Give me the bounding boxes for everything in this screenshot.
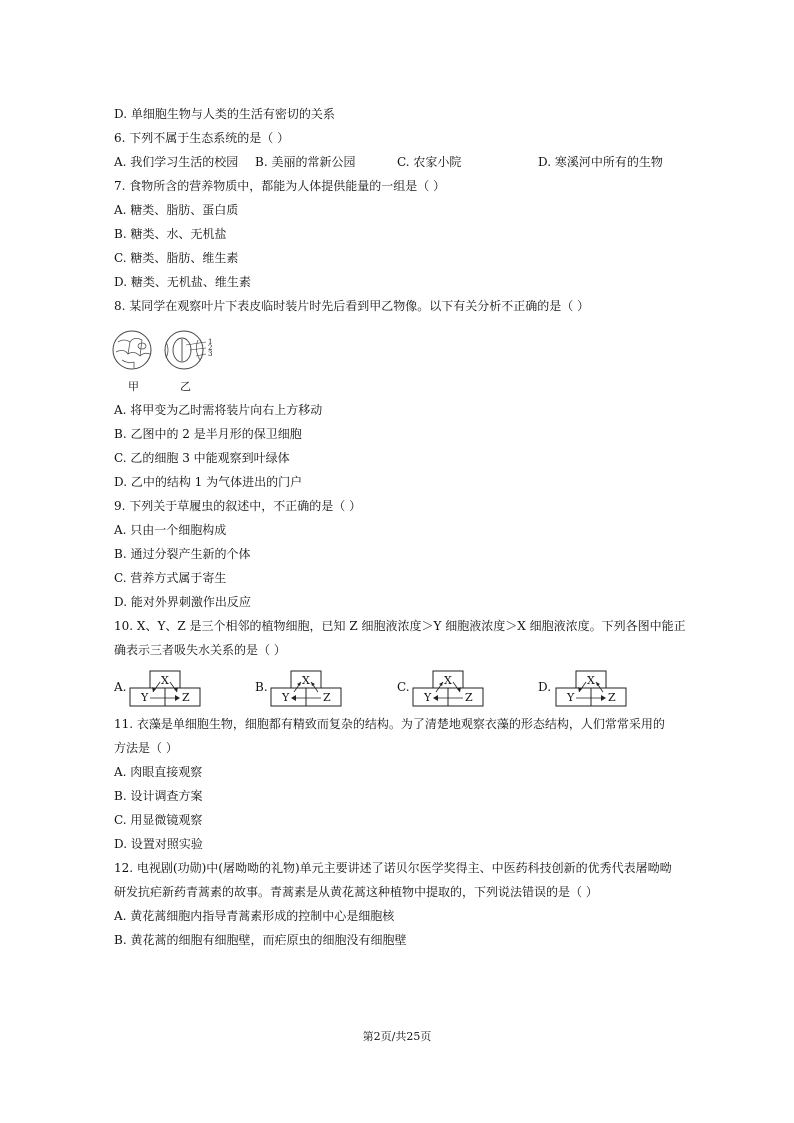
svg-text:Y: Y (141, 691, 149, 704)
q10-stem-line2: 确表示三者吸失水关系的是（ ） (114, 643, 286, 657)
q10-diagram-b (269, 670, 343, 708)
q9-option-b: B. 通过分裂产生新的个体 (114, 547, 251, 561)
svg-text:X: X (587, 674, 595, 687)
figure-label-jia: 甲 (128, 380, 139, 393)
svg-text:Y: Y (424, 691, 432, 704)
svg-text:Z: Z (465, 691, 473, 704)
q9-option-c: C. 营养方式属于寄生 (114, 571, 227, 585)
q6-option-a: A. 我们学习生活的校园 (114, 155, 239, 169)
q12-option-b: B. 黄花蒿的细胞有细胞壁，而疟原虫的细胞没有细胞壁 (114, 933, 407, 947)
q8-stem: 8. 某同学在观察叶片下表皮临时装片时先后看到甲乙物像。以下有关分析不正确的是（ ） (114, 299, 590, 313)
q11-option-a: A. 肉眼直接观察 (114, 765, 203, 779)
figure-label-yi: 乙 (180, 380, 191, 393)
svg-text:Y: Y (567, 691, 575, 704)
svg-text:X: X (444, 674, 452, 687)
q10-options (114, 670, 674, 710)
q5-option-d: D. 单细胞生物与人类的生活有密切的关系 (114, 107, 335, 121)
q11-stem-line1: 11. 衣藻是单细胞生物，细胞都有精致而复杂的结构。为了清楚地观察衣藻的形态结构，人们常常采用的 (114, 717, 665, 731)
microscope-views-figure (112, 328, 222, 376)
label-1: 1 (208, 338, 213, 346)
q11-option-b: B. 设计调查方案 (114, 789, 203, 803)
q10-option-d-label: D. (538, 680, 552, 694)
label-2: 2 (208, 344, 213, 352)
q10-diagram-a (128, 670, 202, 708)
svg-text:Z: Z (608, 691, 616, 704)
q12-option-a: A. 黄花蒿细胞内指导青蒿素形成的控制中心是细胞核 (114, 909, 395, 923)
q11-option-c: C. 用显微镜观察 (114, 813, 203, 827)
q6-option-c: C. 农家小院 (397, 155, 462, 169)
q12-stem-line1: 12. 电视剧(功勋)中(屠呦呦的礼物)单元主要讲述了诺贝尔医学奖得主、中医药科技创新的优秀代表屠呦呦 (114, 861, 672, 875)
q10-stem-line1: 10. X、Y、Z 是三个相邻的植物细胞，已知 Z 细胞液浓度＞Y 细胞液浓度＞X 细胞液浓度。下列各图中能正 (114, 619, 686, 633)
svg-text:Z: Z (182, 691, 190, 704)
q10-option-c-label: C. (397, 680, 410, 694)
q11-option-d: D. 设置对照实验 (114, 837, 203, 851)
q9-option-a: A. 只由一个细胞构成 (114, 523, 227, 537)
svg-text:X: X (161, 674, 169, 687)
q7-option-b: B. 糖类、水、无机盐 (114, 227, 227, 241)
q8-option-d: D. 乙中的结构 1 为气体进出的门户 (114, 475, 303, 489)
q8-option-a: A. 将甲变为乙时需将装片向右上方移动 (114, 403, 323, 417)
q10-diagram-d (554, 670, 628, 708)
q9-stem: 9. 下列关于草履虫的叙述中，不正确的是（ ） (114, 499, 362, 513)
q6-option-b: B. 美丽的常新公园 (255, 155, 356, 169)
view-jia-stoma (138, 343, 146, 349)
q9-option-d: D. 能对外界刺激作出反应 (114, 595, 251, 609)
q6-options (114, 154, 714, 170)
q7-option-a: A. 糖类、脂肪、蛋白质 (114, 203, 239, 217)
svg-text:Z: Z (323, 691, 331, 704)
q11-stem-line2: 方法是（ ） (114, 741, 178, 755)
q10-option-a-label: A. (114, 680, 127, 694)
q6-option-d: D. 寒溪河中所有的生物 (538, 155, 663, 169)
q8-figure (112, 328, 222, 394)
q7-option-d: D. 糖类、无机盐、维生素 (114, 275, 251, 289)
q10-diagram-c (411, 670, 485, 708)
q6-stem: 6. 下列不属于生态系统的是（ ） (114, 131, 290, 145)
q7-option-c: C. 糖类、脂肪、维生素 (114, 251, 239, 265)
q8-option-c: C. 乙的细胞 3 中能观察到叶绿体 (114, 451, 290, 465)
svg-text:X: X (302, 674, 310, 687)
q8-option-b: B. 乙图中的 2 是半月形的保卫细胞 (114, 427, 302, 441)
view-jia-circle (113, 331, 151, 369)
q10-option-b-label: B. (255, 680, 268, 694)
label-3: 3 (208, 350, 213, 358)
page-footer: 第2页/共25页 (362, 1030, 432, 1043)
q7-stem: 7. 食物所含的营养物质中，都能为人体提供能量的一组是（ ） (114, 179, 446, 193)
svg-text:Y: Y (282, 691, 290, 704)
view-yi-circle (165, 331, 203, 369)
q12-stem-line2: 研发抗疟新药青蒿素的故事。青蒿素是从黄花蒿这种植物中提取的，下列说法错误的是（ ） (114, 885, 598, 899)
